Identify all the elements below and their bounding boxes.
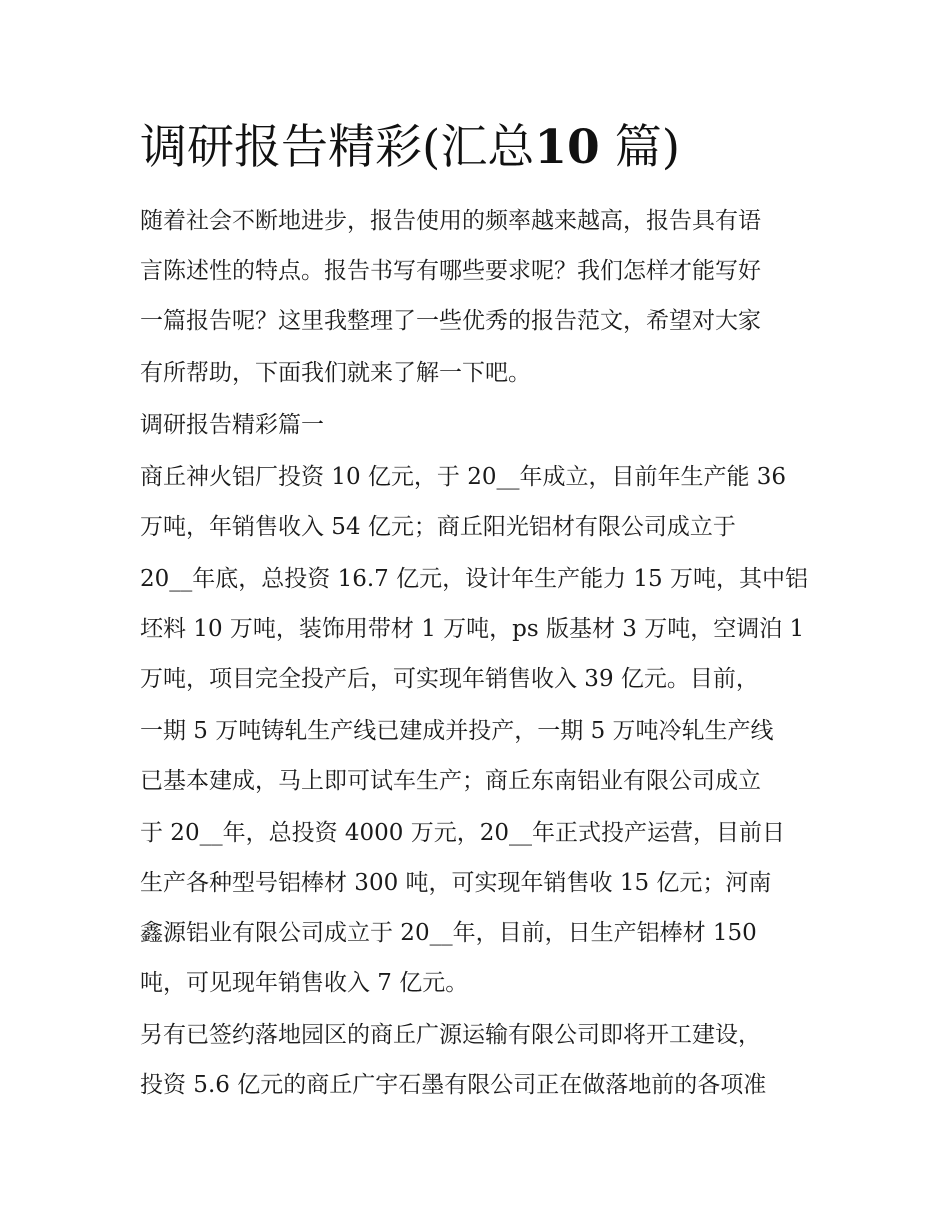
paragraph-line: 随着社会不断地进步，报告使用的频率越来越高，报告具有语: [140, 208, 761, 234]
paragraph-line: 一期 5 万吨铸轧生产线已建成并投产，一期 5 万吨冷轧生产线: [140, 718, 774, 744]
paragraph-line: 另有已签约落地园区的商丘广源运输有限公司即将开工建设，: [140, 1022, 761, 1048]
section-heading: 调研报告精彩篇一: [140, 412, 324, 438]
title-suffix: 篇): [614, 120, 681, 175]
document-title: [140, 118, 680, 178]
paragraph-line: 有所帮助，下面我们就来了解一下吧。: [140, 360, 531, 386]
paragraph-line: 商丘神火铝厂投资 10 亿元，于 20__年成立，目前年生产能 36: [140, 464, 787, 490]
paragraph-line: 一篇报告呢？这里我整理了一些优秀的报告范文，希望对大家: [140, 308, 761, 334]
paragraph-line: 于 20__年，总投资 4000 万元，20__年正式投产运营，目前日: [140, 820, 785, 846]
paragraph-line: 投资 5.6 亿元的商丘广宇石墨有限公司正在做落地前的各项准: [140, 1072, 767, 1098]
paragraph-line: 万吨，项目完全投产后，可实现年销售收入 39 亿元。目前，: [140, 666, 759, 692]
paragraph-line: 万吨，年销售收入 54 亿元；商丘阳光铝材有限公司成立于: [140, 514, 736, 540]
title-number: 10: [534, 120, 600, 175]
paragraph-line: 已基本建成，马上即可试车生产；商丘东南铝业有限公司成立: [140, 768, 761, 794]
paragraph-line: 言陈述性的特点。报告书写有哪些要求呢？我们怎样才能写好: [140, 258, 761, 284]
paragraph-line: 坯料 10 万吨，装饰用带材 1 万吨，ps 版基材 3 万吨，空调泊 1: [140, 616, 805, 642]
paragraph-line: 鑫源铝业有限公司成立于 20__年，目前，日生产铝棒材 150: [140, 920, 757, 946]
paragraph-line: 吨，可见现年销售收入 7 亿元。: [140, 970, 469, 996]
paragraph-line: 20__年底，总投资 16.7 亿元，设计年生产能力 15 万吨，其中铝: [140, 566, 808, 592]
title-prefix: 调研报告精彩(汇总: [140, 120, 535, 175]
paragraph-line: 生产各种型号铝棒材 300 吨，可实现年销售收 15 亿元；河南: [140, 870, 772, 896]
